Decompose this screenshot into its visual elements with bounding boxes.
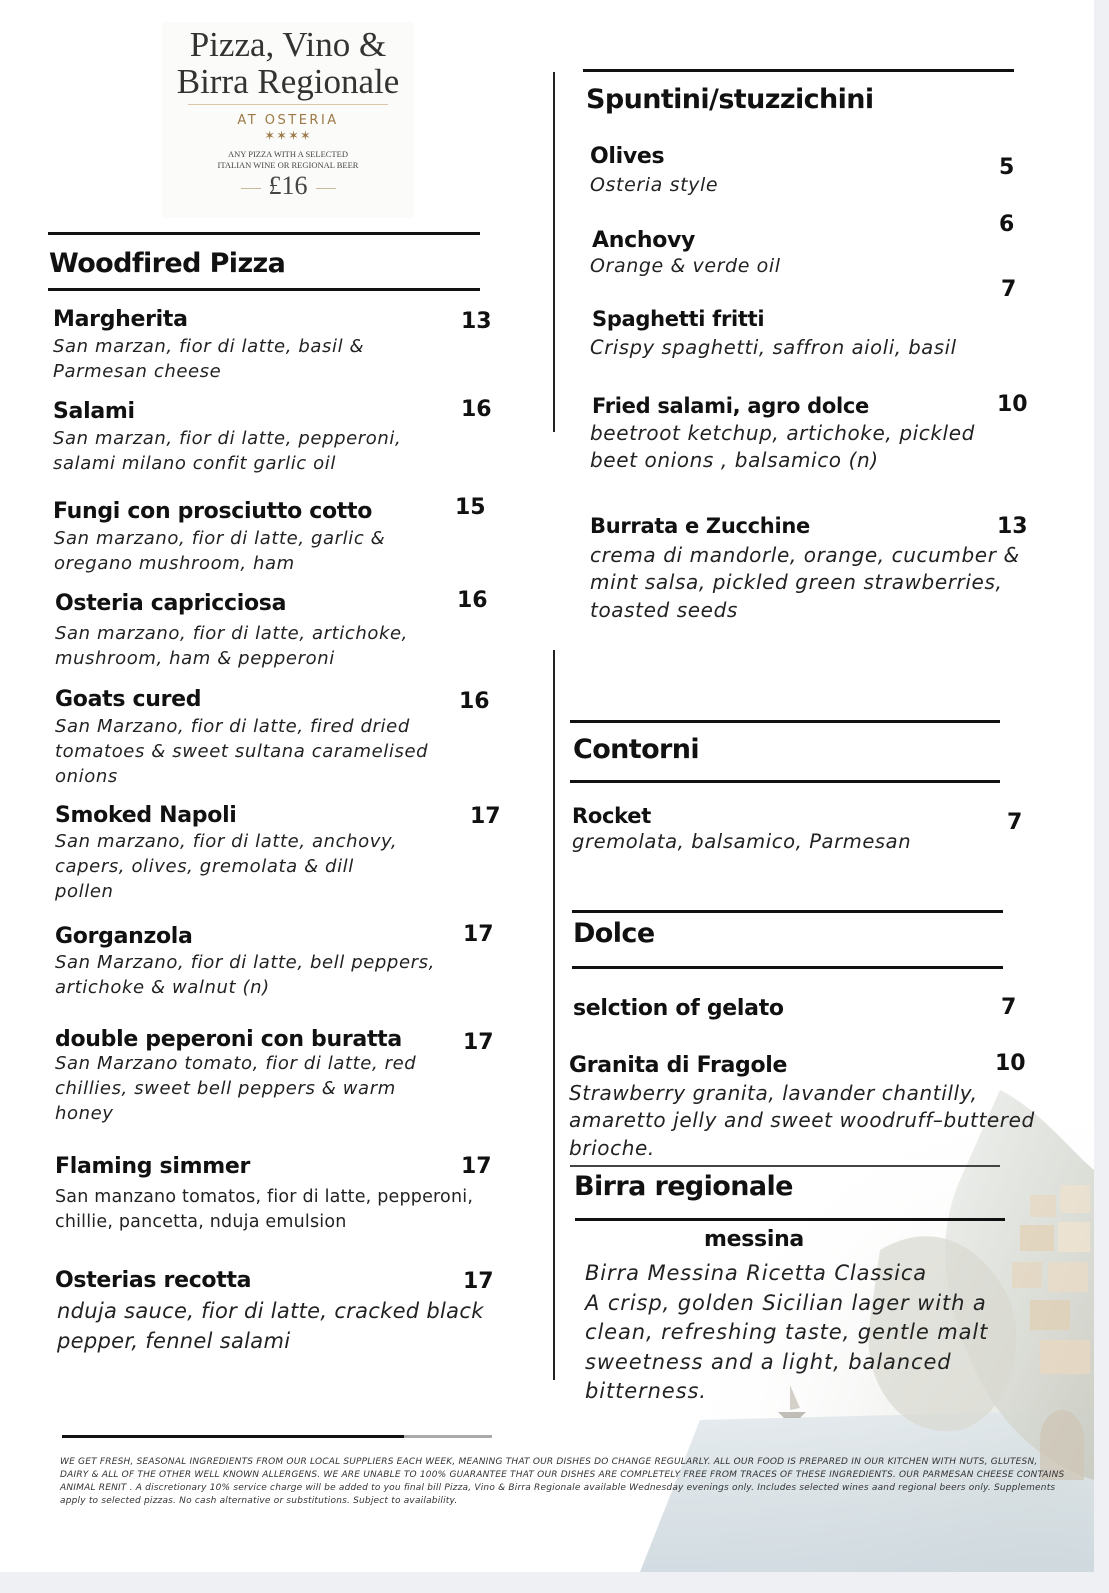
contorni-item-desc: gremolata, balsamico, Parmesan xyxy=(572,830,912,853)
pizza-item-price: 13 xyxy=(461,309,492,334)
spuntini-item-desc: Orange & verde oil xyxy=(590,255,781,277)
birra-top-rule xyxy=(570,1165,1000,1167)
disclaimer-upper: WE GET FRESH, SEASONAL INGREDIENTS FROM OUR LOCAL SUPPLIERS EACH WEEK, MEANING THAT OUR DISHES DO CHANGE REGULARLY. ALL OUR FOOD IS PREPARED IN OUR KITCHEN WITH NUTS, GLUTESN, DAIRY & ALL OF THE OTHER WELL KNOWN ALLERGENS. WE ARE UNABLE TO 100% GUARANTEE THAT OUR DISHES ARE COMPLETELY FREE FROM TRACES OF THESE INGREDIENTS. OUR PARMESAN CHEESE CONTAINS ANIMAL RENIT . xyxy=(60,1457,1065,1493)
pizza-item-price: 16 xyxy=(461,397,492,422)
footer-rule-dark xyxy=(62,1435,404,1438)
pizza-item-desc: San marzano, fior di latte, artichoke, xyxy=(55,623,409,644)
allergen-disclaimer xyxy=(60,1456,1066,1508)
pizza-item-price: 16 xyxy=(459,689,490,714)
pizza-item-name: Flaming simmer xyxy=(55,1154,251,1179)
spuntini-item-price: 5 xyxy=(999,155,1015,180)
pizza-item-desc: San marzano, fior di latte, anchovy, xyxy=(55,831,398,852)
birra-item-desc: Birra Messina Ricetta Classica xyxy=(585,1261,928,1285)
footer-rule-light xyxy=(404,1435,492,1438)
column-divider-top xyxy=(553,72,555,432)
pizza-item-desc: San Marzano, fior di latte, fired dried xyxy=(55,716,410,737)
spuntini-item-desc: mint salsa, pickled green strawberries, xyxy=(590,570,1003,594)
pizza-item-name: Osteria capricciosa xyxy=(55,591,287,616)
birra-item-desc: clean, refreshing taste, gentle malt xyxy=(585,1320,989,1344)
dolce-item-price: 10 xyxy=(995,1051,1026,1076)
spuntini-item-name: Burrata e Zucchine xyxy=(590,514,810,538)
spuntini-item-name: Spaghetti fritti xyxy=(592,307,765,331)
pizza-item-desc: honey xyxy=(55,1103,114,1124)
dolce-item-name: Granita di Fragole xyxy=(569,1053,788,1078)
dolce-item-desc: amaretto jelly and sweet woodruff–buttered xyxy=(569,1108,1035,1132)
contorni-top-rule xyxy=(570,720,1000,723)
pizza-item-price: 17 xyxy=(463,922,494,947)
spuntini-item-price: 10 xyxy=(997,392,1028,417)
pizza-item-desc: San Marzano tomato, fior di latte, red xyxy=(55,1053,417,1074)
pizza-item-desc: onions xyxy=(55,766,118,787)
pizza-item-name: Salami xyxy=(53,399,135,424)
spuntini-section-title: Spuntini/stuzzichini xyxy=(586,84,874,115)
promo-small-line2: ITALIAN WINE OR REGIONAL BEER xyxy=(217,160,359,170)
contorni-section-title: Contorni xyxy=(573,734,700,765)
birra-item-desc: A crisp, golden Sicilian lager with a xyxy=(585,1291,987,1315)
promo-price-row xyxy=(162,171,414,201)
pizza-item-price: 17 xyxy=(463,1030,494,1055)
pizza-item-price: 17 xyxy=(470,804,501,829)
birra-bottom-rule xyxy=(575,1218,1005,1221)
pizza-item-desc: San marzan, fior di latte, basil & xyxy=(53,336,365,357)
pizza-item-name: Margherita xyxy=(53,307,188,332)
promo-divider xyxy=(188,104,388,105)
promo-title-line1: Pizza, Vino & xyxy=(189,25,387,64)
dolce-top-rule xyxy=(572,910,1003,913)
pizza-item-name: double peperoni con buratta xyxy=(55,1027,402,1052)
dolce-item-desc: brioche. xyxy=(569,1136,655,1160)
pizza-item-desc: pepper, fennel salami xyxy=(57,1329,291,1353)
dolce-bottom-rule xyxy=(572,966,1003,969)
spuntini-item-desc: toasted seeds xyxy=(590,598,738,622)
promo-card xyxy=(162,22,414,218)
birra-item-desc: sweetness and a light, balanced xyxy=(585,1350,952,1374)
spuntini-item-desc: Crispy spaghetti, saffron aioli, basil xyxy=(590,336,957,359)
pizza-item-desc: salami milano confit garlic oil xyxy=(53,453,336,474)
promo-small-line1: ANY PIZZA WITH A SELECTED xyxy=(228,149,348,159)
spuntini-item-desc: beet onions , balsamico (n) xyxy=(590,448,879,472)
pizza-item-desc: pollen xyxy=(55,881,114,902)
dolce-item-price: 7 xyxy=(1001,995,1017,1020)
disclaimer-lower: A discretionary 10% service charge will be added to you final bill Pizza, Vino & Birra Regionale available Wednesday evenings only. Includes selected wines aand regional beers only. Supplements apply to selected pizzas. No cash alternative or substitutions. Subject to availability. xyxy=(60,1483,1056,1506)
pizza-item-price: 15 xyxy=(455,495,486,520)
spuntini-top-rule xyxy=(583,69,1014,72)
spuntini-item-price: 13 xyxy=(997,514,1028,539)
pizza-item-desc: Parmesan cheese xyxy=(53,361,222,382)
pizza-top-rule xyxy=(48,232,480,235)
column-divider-bottom xyxy=(553,650,555,1380)
spuntini-item-desc: Osteria style xyxy=(590,174,719,196)
spuntini-item-name: Olives xyxy=(590,144,665,169)
pizza-item-desc: San Marzano, fior di latte, bell peppers, xyxy=(55,952,435,973)
promo-subtitle: AT OSTERIA xyxy=(237,113,339,128)
birra-section-title: Birra regionale xyxy=(574,1171,793,1202)
pizza-section-title: Woodfired Pizza xyxy=(49,248,286,279)
pizza-item-desc: San marzano, fior di latte, garlic & xyxy=(54,528,386,549)
pizza-item-price: 17 xyxy=(461,1154,492,1179)
promo-title-line2: Birra Regionale xyxy=(176,62,400,101)
pizza-item-desc: artichoke & walnut (n) xyxy=(55,977,270,998)
pizza-item-desc: capers, olives, gremolata & dill xyxy=(55,856,354,877)
spuntini-item-price: 7 xyxy=(1001,277,1017,302)
contorni-item-name: Rocket xyxy=(572,804,651,828)
pizza-item-desc: tomatoes & sweet sultana caramelised xyxy=(55,741,429,762)
promo-price: £16 xyxy=(268,171,308,200)
pizza-bottom-rule xyxy=(48,288,480,291)
pizza-item-desc: mushroom, ham & pepperoni xyxy=(55,648,335,669)
spuntini-item-price: 6 xyxy=(999,212,1015,237)
contorni-bottom-rule xyxy=(570,780,1000,783)
dolce-item-desc: Strawberry granita, lavander chantilly, xyxy=(569,1081,978,1105)
dolce-section-title: Dolce xyxy=(573,918,655,949)
spuntini-item-name: Anchovy xyxy=(592,228,696,253)
pizza-item-desc: San manzano tomatos, fior di latte, pepperoni, xyxy=(55,1187,474,1207)
spuntini-item-desc: beetroot ketchup, artichoke, pickled xyxy=(590,421,975,445)
pizza-item-name: Gorganzola xyxy=(55,924,193,949)
pizza-item-desc: oregano mushroom, ham xyxy=(54,553,295,574)
pizza-item-desc: chillies, sweet bell peppers & warm xyxy=(55,1078,396,1099)
pizza-item-name: Fungi con prosciutto cotto xyxy=(53,499,373,524)
birra-item-desc: bitterness. xyxy=(585,1379,707,1403)
pizza-item-desc: San marzan, fior di latte, pepperoni, xyxy=(53,428,402,449)
pizza-item-price: 16 xyxy=(457,588,488,613)
pizza-item-name: Osterias recotta xyxy=(55,1268,252,1293)
contorni-item-price: 7 xyxy=(1007,810,1023,835)
laurel-ornament-icon: ✶✶✶✶ xyxy=(264,129,312,144)
pizza-item-desc: chillie, pancetta, nduja emulsion xyxy=(55,1212,347,1232)
pizza-item-name: Goats cured xyxy=(55,687,202,712)
pizza-item-desc: nduja sauce, fior di latte, cracked black xyxy=(57,1299,484,1323)
pizza-item-name: Smoked Napoli xyxy=(55,803,237,828)
spuntini-item-name: Fried salami, agro dolce xyxy=(592,394,869,418)
dolce-item-name: selction of gelato xyxy=(573,996,784,1021)
birra-item-name: messina xyxy=(704,1227,804,1252)
pizza-item-price: 17 xyxy=(463,1269,494,1294)
spuntini-item-desc: crema di mandorle, orange, cucumber & xyxy=(590,543,1020,567)
